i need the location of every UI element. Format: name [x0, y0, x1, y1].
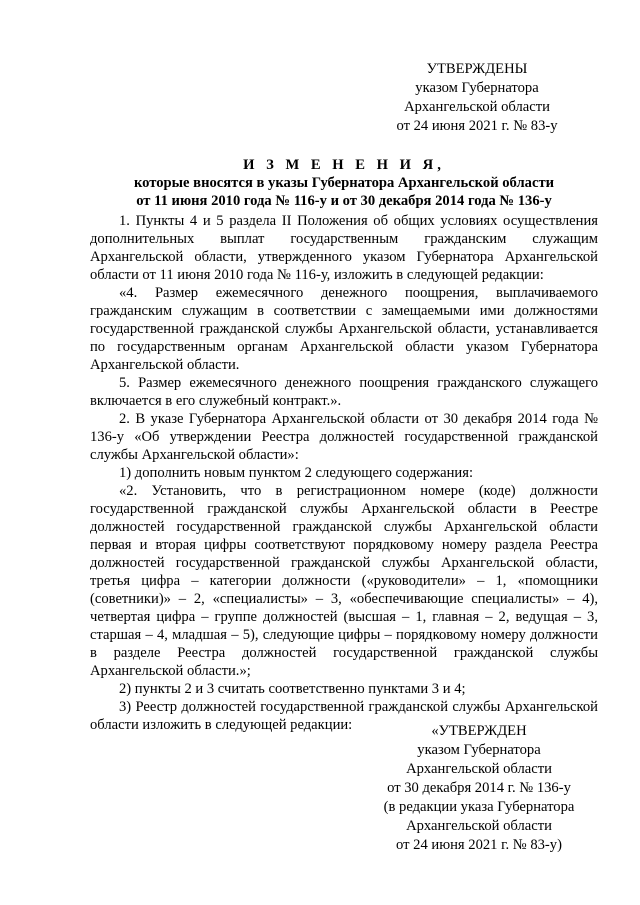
- approval-line-4: от 24 июня 2021 г. № 83-у: [396, 118, 558, 134]
- registry-approval-line-2: указом Губернатора: [417, 742, 541, 758]
- registry-approval-line-1: «УТВЕРЖДЕН: [431, 723, 527, 739]
- paragraph: 5. Размер ежемесячного денежного поощрения гражданского служащего включается в его служебный контракт.».: [90, 375, 598, 409]
- document-subtitle-line-2: от 11 июня 2010 года № 116-у и от 30 декабря 2014 года № 136-у: [136, 193, 552, 209]
- paragraph: «2. Установить, что в регистрационном номере (коде) должности государственной гражданской службы Архангельской области в Реестре должностей государственной гражданской службы Архангельской области первая и вторая цифры соответствуют порядковому номеру раздела Реестра должностей государственной гражданской службы Архангельской области, третья цифра – категории должности («руководители» – 1, «помощники (советники)» – 2, «специалисты» – 3, «обеспечивающие специалисты» – 4), четвертая цифра – группе должностей (высшая – 1, главная – 2, ведущая – 3, старшая – 4, младшая – 5), следующие цифры – порядковому номеру должности в разделе Реестра должностей государственной гражданской службы Архангельской области.»;: [90, 483, 598, 679]
- paragraph: 2. В указе Губернатора Архангельской области от 30 декабря 2014 года № 136-у «Об утверждении Реестра должностей государственной гражданской службы Архангельской области»:: [90, 411, 598, 463]
- registry-approval-line-4: от 30 декабря 2014 г. № 136-у: [387, 780, 571, 796]
- approval-line-3: Архангельской области: [404, 99, 550, 115]
- paragraph: 1. Пункты 4 и 5 раздела II Положения об общих условиях осуществления дополнительных выплат государственным гражданским служащим Архангельской области, утвержденного указом Губернатора Архангельской области от 11 июня 2010 года № 116-у, изложить в следующей редакции:: [90, 213, 598, 283]
- document-title: И З М Е Н Е Н И Я,: [243, 157, 445, 173]
- registry-approval-stamp: [360, 722, 598, 855]
- document-subtitle-line-1: которые вносятся в указы Губернатора Архангельской области: [133, 175, 555, 191]
- paragraph: 3) Реестр должностей государственной гражданской службы Архангельской области изложить в следующей редакции:: [90, 699, 598, 733]
- document-body: [90, 212, 598, 734]
- approval-line-1: УТВЕРЖДЕНЫ: [426, 61, 528, 77]
- document-heading: [90, 156, 598, 210]
- paragraph: 1) дополнить новым пунктом 2 следующего содержания:: [119, 465, 474, 481]
- registry-approval-line-5: (в редакции указа Губернатора: [383, 799, 575, 815]
- registry-approval-line-3: Архангельской области: [406, 761, 552, 777]
- approval-line-2: указом Губернатора: [415, 80, 539, 96]
- registry-approval-line-7: от 24 июня 2021 г. № 83-у): [396, 837, 562, 853]
- paragraph: 2) пункты 2 и 3 считать соответственно пунктами 3 и 4;: [119, 681, 466, 697]
- registry-approval-line-6: Архангельской области: [406, 818, 552, 834]
- approval-stamp: [372, 60, 582, 136]
- paragraph: «4. Размер ежемесячного денежного поощрения, выплачиваемого гражданским служащим в соответствии с замещаемыми ими должностями государственной гражданской службы Архангельской области, устанавливается по государственным органам Архангельской области указом Губернатора Архангельской области.: [90, 285, 598, 373]
